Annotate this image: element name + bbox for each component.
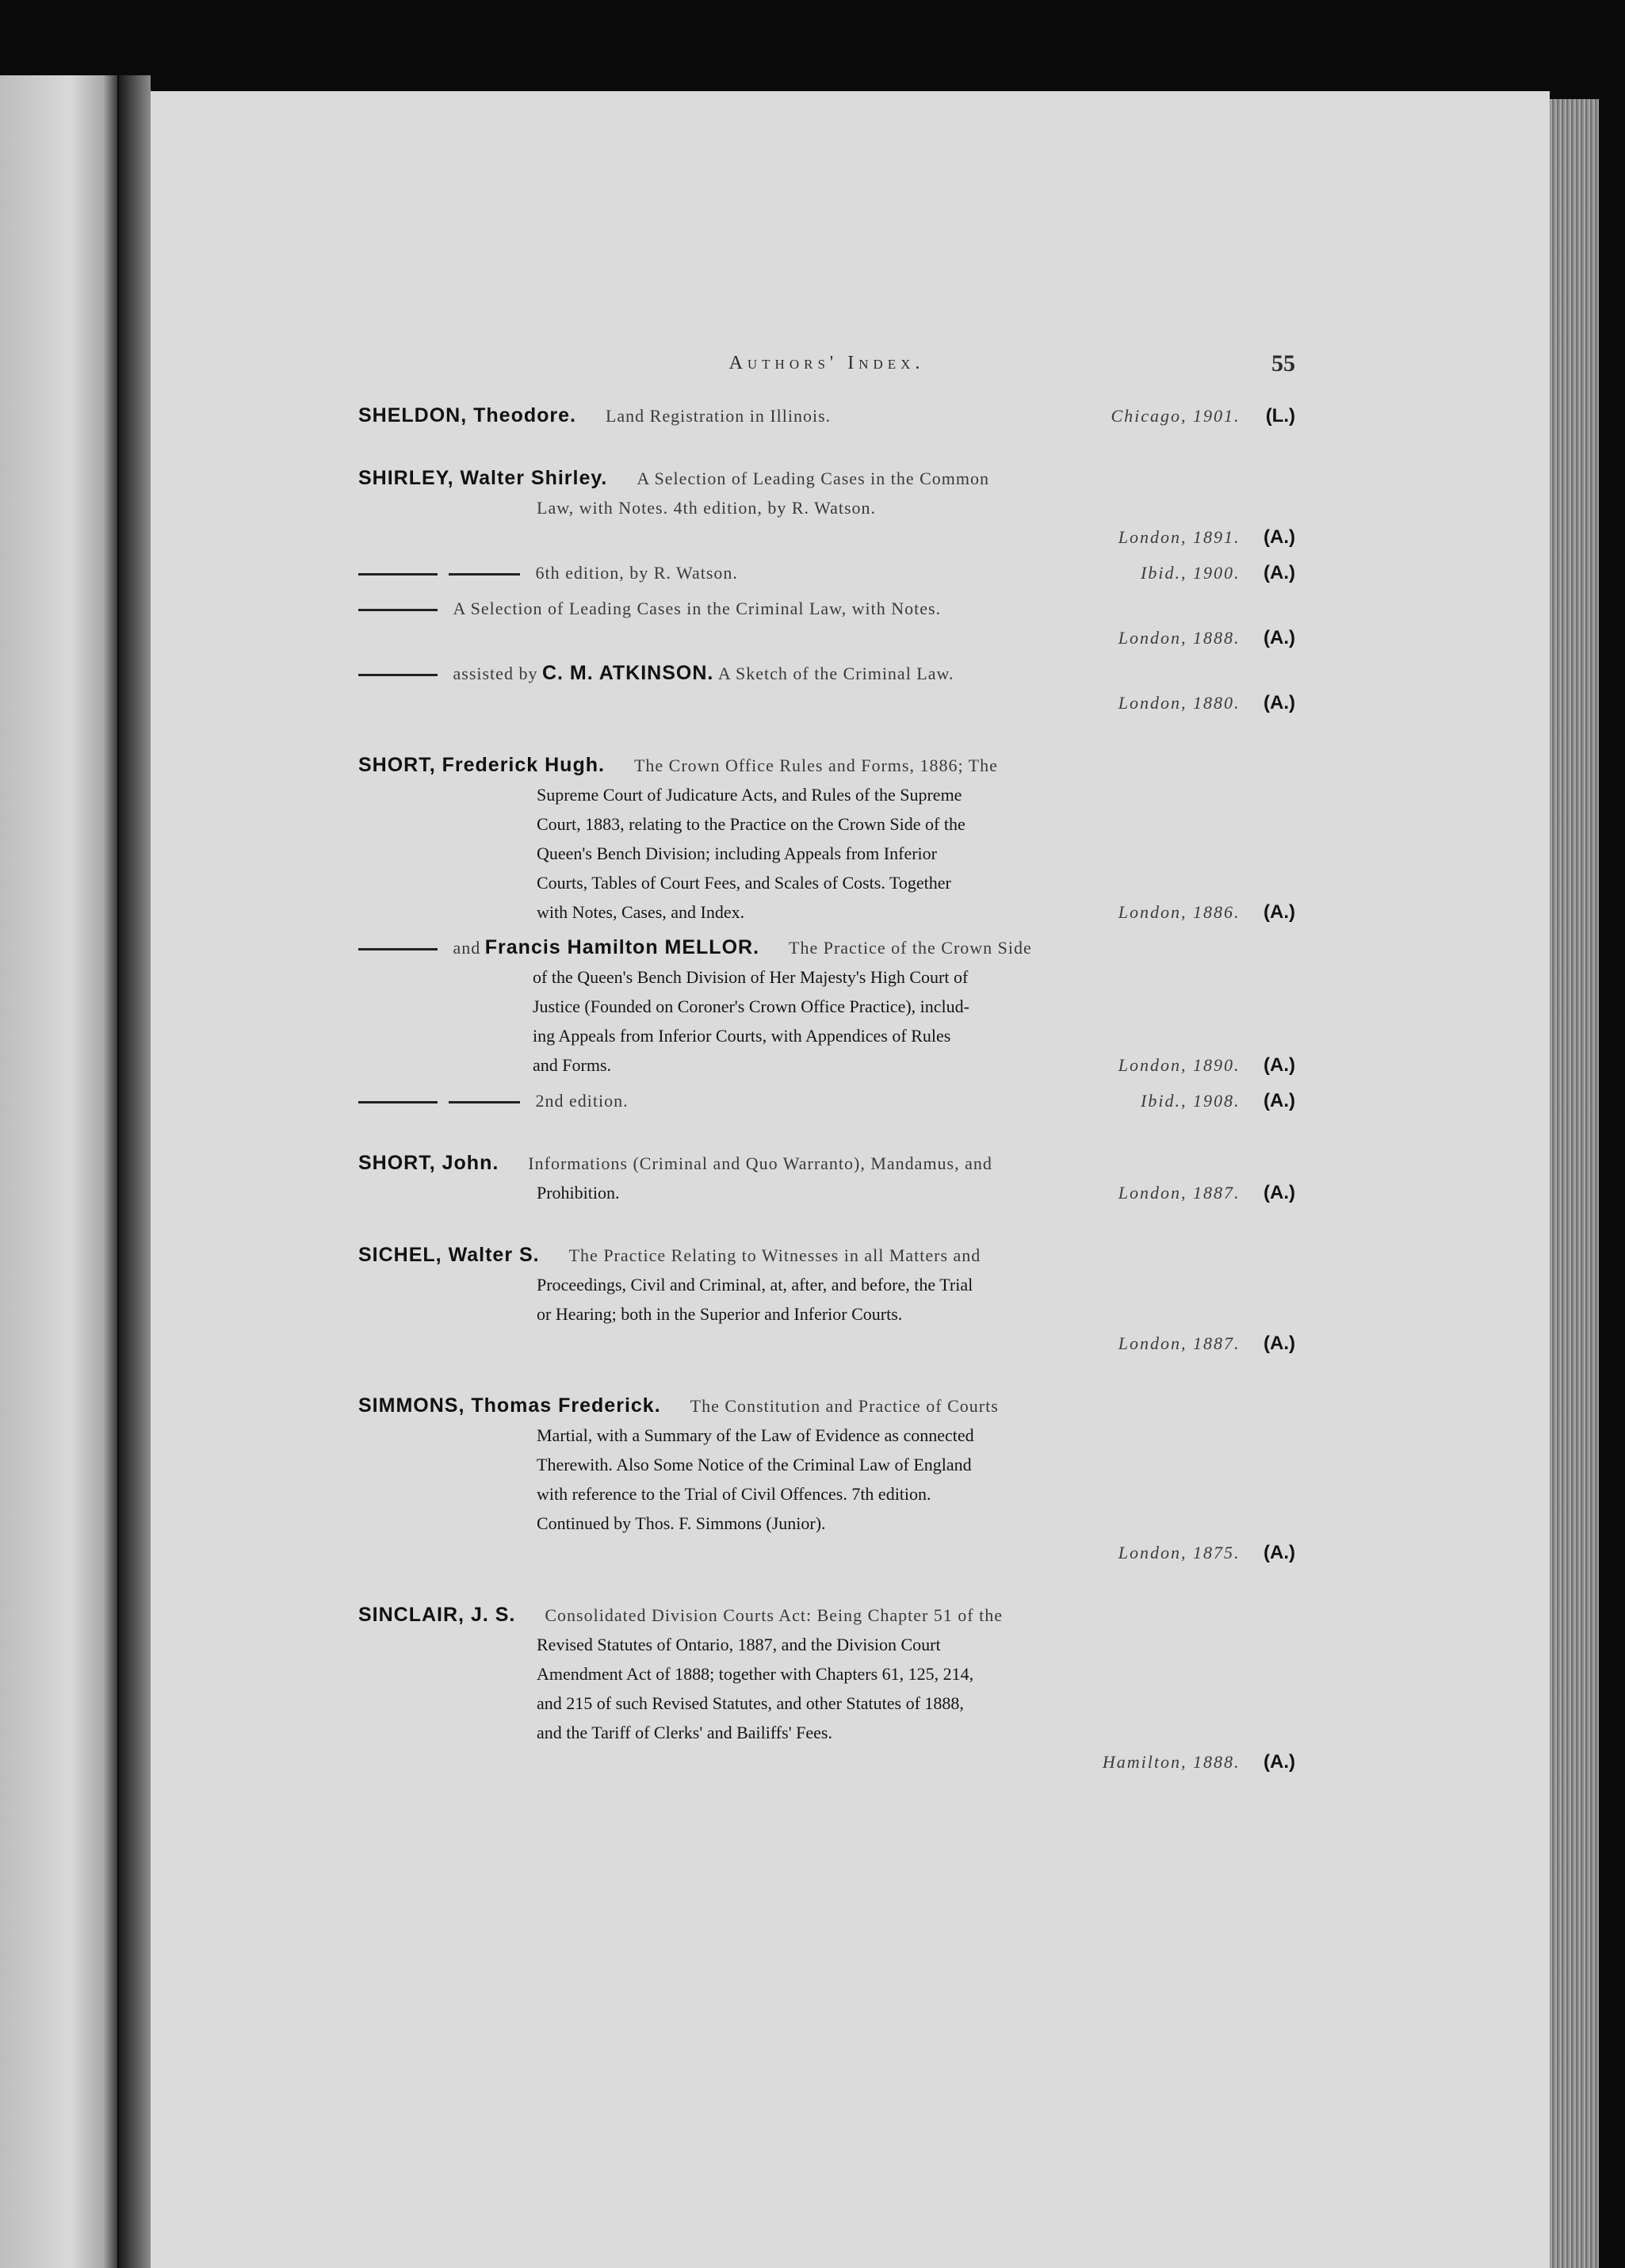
index-entry-sichel	[358, 1241, 1295, 1358]
sub-entry: assisted by C. M. ATKINSON. A Sketch of the Criminal Law.	[358, 659, 1295, 688]
library-code: (A.)	[1264, 692, 1295, 713]
library-code: (A.)	[1264, 627, 1295, 648]
title-continuation: and Forms. London, 1890. (A.)	[358, 1050, 1295, 1080]
library-code: (A.)	[1264, 526, 1295, 548]
page-content	[358, 349, 1295, 1810]
author-name: SHIRLEY, Walter Shirley.	[358, 467, 608, 489]
title-continuation: Revised Statutes of Ontario, 1887, and the Division Court	[537, 1635, 941, 1654]
work-title: A Selection of Leading Cases in the Common	[637, 469, 990, 488]
library-code: (A.)	[1264, 1542, 1295, 1563]
library-code: (A.)	[1264, 901, 1295, 923]
imprint: London, 1888.	[1118, 628, 1241, 648]
author-name: SINCLAIR, J. S.	[358, 1604, 516, 1626]
work-title: The Crown Office Rules and Forms, 1886; The	[633, 755, 998, 775]
work-title: Informations (Criminal and Quo Warranto), Mandamus, and	[528, 1153, 992, 1173]
library-code: (A.)	[1264, 1054, 1295, 1076]
author-name: SIMMONS, Thomas Frederick.	[358, 1394, 661, 1417]
imprint-line	[358, 1747, 1295, 1777]
title-continuation: Continued by Thos. F. Simmons (Junior).	[537, 1513, 826, 1533]
author-name: SHELDON, Theodore.	[358, 404, 576, 426]
library-code: (A.)	[1264, 1751, 1295, 1773]
author-name: SICHEL, Walter S.	[358, 1244, 540, 1266]
imprint: Chicago, 1901.	[1111, 406, 1241, 426]
title-continuation: Amendment Act of 1888; together with Chapters 61, 125, 214,	[537, 1664, 974, 1684]
imprint: London, 1890.	[1118, 1055, 1241, 1075]
ditto-rule	[358, 573, 438, 576]
facing-page-edge	[0, 75, 117, 2268]
author-name: SHORT, Frederick Hugh.	[358, 754, 605, 776]
imprint: London, 1891.	[1118, 527, 1241, 547]
index-entry-short-john	[358, 1149, 1295, 1207]
imprint-line	[358, 1538, 1295, 1567]
title-continuation: or Hearing; both in the Superior and Inferior Courts.	[537, 1304, 903, 1324]
library-code: (A.)	[1264, 1090, 1295, 1111]
author-name: SHORT, John.	[358, 1152, 499, 1174]
work-title: The Practice Relating to Witnesses in all Matters and	[568, 1245, 981, 1265]
ditto-rule	[449, 573, 520, 576]
sub-entry: and Francis Hamilton MELLOR. The Practice of the Crown Side	[358, 933, 1295, 962]
imprint: Ibid., 1900.	[1141, 563, 1241, 583]
index-entry-simmons	[358, 1391, 1295, 1567]
work-title: Land Registration in Illinois.	[605, 406, 832, 426]
book-gutter	[119, 75, 151, 2268]
imprint: London, 1875.	[1118, 1543, 1241, 1562]
page-number: 55	[1271, 350, 1295, 377]
library-code: (A.)	[1264, 1333, 1295, 1354]
coauthor-name: Francis Hamilton MELLOR.	[484, 936, 760, 958]
running-title: Authors' Index.	[728, 353, 925, 373]
sub-entry: 6th edition, by R. Watson. Ibid., 1900. (A.)	[358, 558, 1295, 587]
title-continuation: Therewith. Also Some Notice of the Criminal Law of England	[537, 1455, 972, 1474]
ditto-rule	[358, 1101, 438, 1103]
sub-entry: 2nd edition. Ibid., 1908. (A.)	[358, 1086, 1295, 1115]
sub-entry: A Selection of Leading Cases in the Criminal Law, with Notes.	[358, 594, 1295, 623]
index-entry-sinclair	[358, 1601, 1295, 1777]
title-continuation: ing Appeals from Inferior Courts, with Appendices of Rules	[533, 1026, 951, 1046]
title-continuation: Supreme Court of Judicature Acts, and Rules of the Supreme	[537, 785, 962, 805]
imprint: London, 1886.	[1118, 902, 1241, 922]
imprint-line	[358, 1329, 1295, 1358]
imprint: Hamilton, 1888.	[1102, 1752, 1241, 1772]
imprint: London, 1880.	[1118, 693, 1241, 713]
library-code: (L.)	[1265, 405, 1295, 426]
imprint-line	[358, 522, 1295, 552]
work-title: Consolidated Division Courts Act: Being Chapter 51 of the	[545, 1605, 1003, 1625]
library-code: (A.)	[1264, 562, 1295, 583]
index-entry-shirley	[358, 464, 1295, 717]
title-continuation: Queen's Bench Division; including Appeals from Inferior	[537, 843, 937, 863]
title-continuation: with reference to the Trial of Civil Offences. 7th edition.	[537, 1484, 931, 1504]
running-head	[358, 349, 1295, 390]
ditto-rule	[358, 609, 438, 611]
title-continuation: Proceedings, Civil and Criminal, at, after, and before, the Trial	[537, 1275, 973, 1295]
title-continuation: Prohibition. London, 1887. (A.)	[358, 1178, 1295, 1207]
coauthor-name: C. M. ATKINSON.	[541, 662, 714, 684]
title-continuation: and the Tariff of Clerks' and Bailiffs' Fees.	[537, 1723, 832, 1742]
title-continuation: and 215 of such Revised Statutes, and other Statutes of 1888,	[537, 1693, 964, 1713]
library-code: (A.)	[1264, 1182, 1295, 1203]
imprint: Ibid., 1908.	[1141, 1091, 1241, 1111]
page-stack-edge	[1550, 99, 1599, 2268]
title-continuation: of the Queen's Bench Division of Her Majesty's High Court of	[533, 967, 969, 987]
title-continuation: with Notes, Cases, and Index. London, 1886. (A.)	[358, 897, 1295, 927]
index-entry-short-frederick	[358, 751, 1295, 1115]
title-continuation: Court, 1883, relating to the Practice on the Crown Side of the	[537, 814, 965, 834]
imprint: London, 1887.	[1118, 1333, 1241, 1353]
index-entry-sheldon	[358, 401, 1295, 430]
title-continuation: Law, with Notes. 4th edition, by R. Watson.	[537, 498, 877, 518]
title-continuation: Martial, with a Summary of the Law of Evidence as connected	[537, 1425, 974, 1445]
ditto-rule	[449, 1101, 520, 1103]
ditto-rule	[358, 948, 438, 950]
ditto-rule	[358, 674, 438, 676]
work-title: The Constitution and Practice of Courts	[690, 1396, 999, 1416]
imprint: London, 1887.	[1118, 1183, 1241, 1203]
title-continuation: Courts, Tables of Court Fees, and Scales of Costs. Together	[537, 873, 951, 893]
title-continuation: Justice (Founded on Coroner's Crown Office Practice), includ-	[533, 996, 969, 1016]
